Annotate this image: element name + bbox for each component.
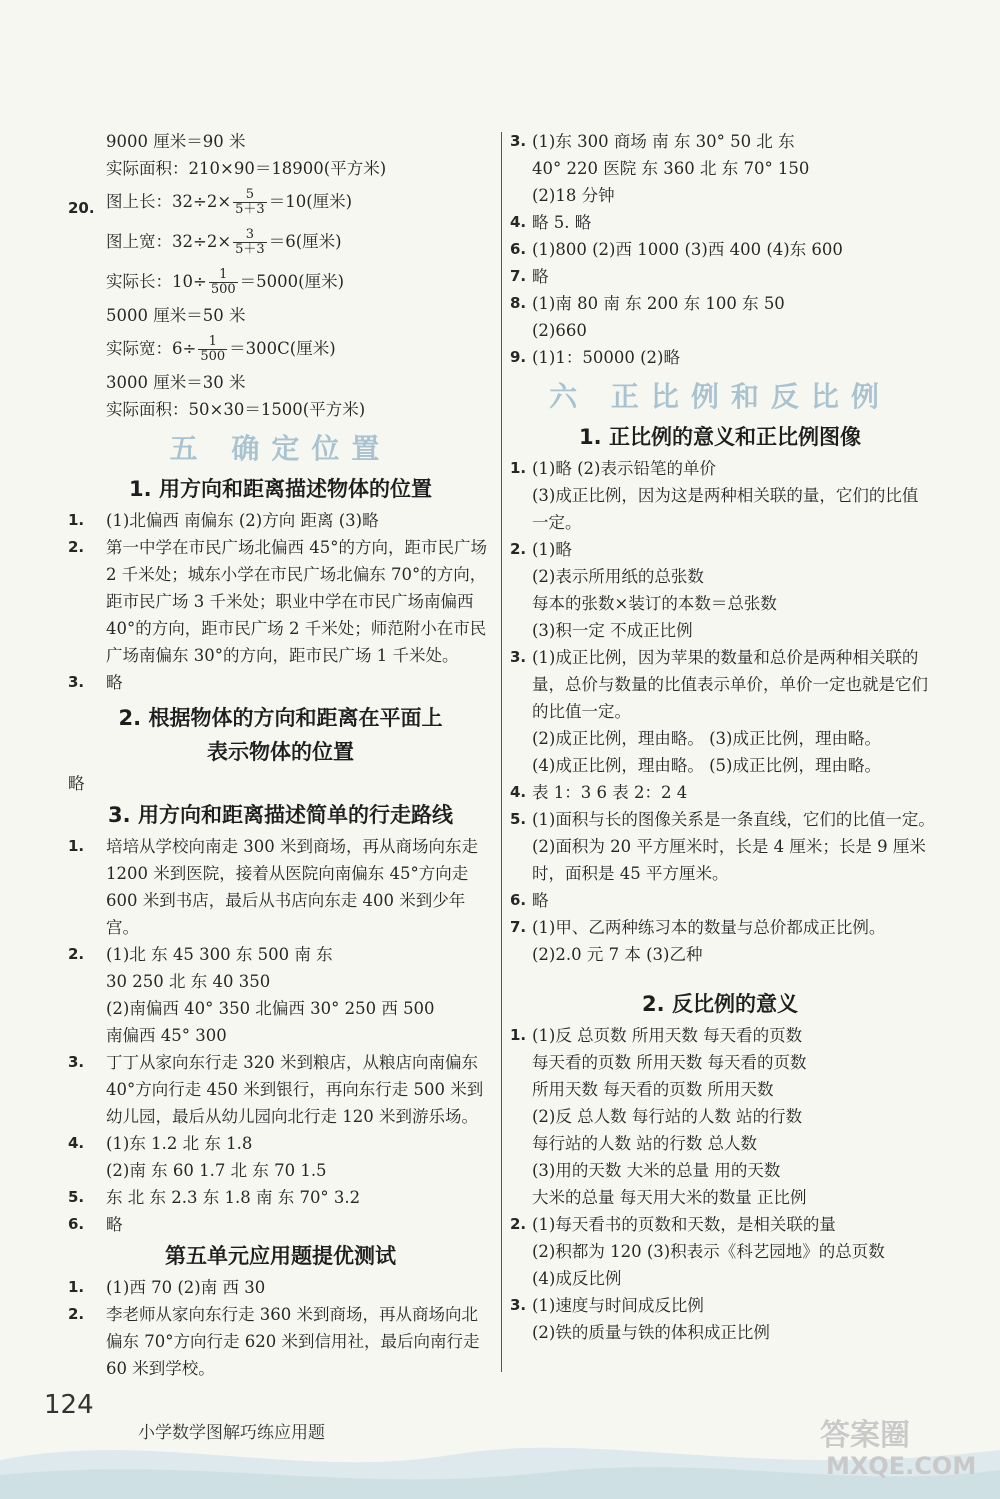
answer-line: (2)面积为 20 平方厘米时，长是 4 厘米；长是 9 厘米时，面积是 45 平方厘米。 (532, 837, 926, 883)
list-item: 1. (1)略 (2)表示铅笔的单价 (510, 459, 716, 478)
answer-line: 30 250 北 东 40 350 (106, 972, 271, 991)
question-20 (68, 182, 493, 222)
section-title: 2. 反比例的意义 (642, 992, 798, 1016)
answer-line: (4)成正比例，理由略。 (5)成正比例，理由略。 (532, 756, 881, 775)
list-item: 6. (1)800 (2)西 1000 (3)西 400 (4)东 600 (510, 240, 843, 259)
section-title: 1. 正比例的意义和正比例图像 (579, 425, 861, 449)
right-column (510, 128, 935, 1346)
chapter-title: 五 确定位置 (169, 432, 392, 465)
answer-line: (2)2.0 元 7 本 (3)乙种 (532, 945, 703, 964)
list-item: 2. 第一中学在市民广场北偏西 45°的方向，距市民广场 2 千米处；城东小学在市民广场北偏东 70°的方向，距市民广场 3 千米处；职业中学在市民广场南偏西 40°的方向，距市民广场 2 千米处；师范附小在市民广场南偏东 30°的方向，距市民广场 1 千米处。 (68, 538, 487, 665)
answer-line: 3000 厘米＝30 米 (106, 373, 246, 392)
watermark-url: MXQE.COM (826, 1452, 977, 1480)
section-title: 1. 用方向和距离描述物体的位置 (129, 477, 432, 501)
section-title-continued: 表示物体的位置 (207, 740, 354, 764)
watermark-logo: 答案圈 (820, 1418, 910, 1453)
answer-line: (2)成正比例，理由略。 (3)成正比例，理由略。 (532, 729, 881, 748)
answer-line: (2)南 东 60 1.7 北 东 70 1.5 (106, 1161, 327, 1180)
list-item: 2. 李老师从家向东行走 360 米到商场，再从商场向北偏东 70°方向行走 620 米到信用社，最后向南行走 60 米到学校。 (68, 1305, 480, 1378)
list-item: 7. 略 (510, 267, 549, 286)
answer-line: (2)南偏西 40° 350 北偏西 30° 250 西 500 (106, 999, 435, 1018)
list-item: 3. 丁丁从家向东行走 320 米到粮店，从粮店向南偏东 40°方向行走 450 米到银行，再向东行走 500 米到幼儿园，最后从幼儿园向北行走 120 米到游乐场。 (68, 1053, 484, 1126)
answer-line: (2)积都为 120 (3)积表示《科艺园地》的总页数 (532, 1242, 885, 1261)
list-item: 9. (1)1：50000 (2)略 (510, 348, 680, 367)
list-item: 2. (1)北 东 45 300 东 500 南 东 (68, 945, 333, 964)
answer-line: 实际面积：50×30＝1500(平方米) (106, 400, 366, 419)
answer-line: (3)成正比例，因为这是两种相关联的量，它们的比值一定。 (532, 486, 919, 532)
chapter-title: 六 正比例和反比例 (549, 380, 891, 413)
answer-line: 40° 220 医院 东 360 北 东 70° 150 (532, 159, 810, 178)
answer-line: (4)成反比例 (532, 1269, 622, 1288)
answer-line: 每本的张数×装订的本数＝总张数 (532, 594, 777, 613)
answer-line: 每行站的人数 站的行数 总人数 (532, 1134, 757, 1153)
list-item: 5. 东 北 东 2.3 东 1.8 南 东 70° 3.2 (68, 1188, 361, 1207)
column-divider (501, 132, 502, 1372)
answer-line: (2)反 总人数 每行站的人数 站的行数 (532, 1107, 803, 1126)
list-item: 8. (1)南 80 南 东 200 东 100 东 50 (510, 294, 785, 313)
list-item: 6. 略 (68, 1215, 123, 1234)
answer-line: (3)用的天数 大米的总量 用的天数 (532, 1161, 781, 1180)
answer-line: 每天看的页数 所用天数 每天看的页数 (532, 1053, 807, 1072)
answer-line: (2)铁的质量与铁的体积成正比例 (532, 1323, 770, 1342)
list-item: 1. (1)西 70 (2)南 西 30 (68, 1278, 266, 1297)
answer-line: 大米的总量 每天用大米的数量 正比例 (532, 1188, 807, 1207)
list-item: 4. (1)东 1.2 北 东 1.8 (68, 1134, 253, 1153)
answer-line: 所用天数 每天看的页数 所用天数 (532, 1080, 774, 1099)
answer-line: 南偏西 45° 300 (106, 1026, 227, 1045)
formula-line: 实际宽：6÷ $\frac{1}{500}$ ＝300C(厘米) (106, 334, 336, 364)
answer-line: 5000 厘米＝50 米 (106, 306, 246, 325)
answer-line: (2)660 (532, 321, 587, 340)
answer-line: 实际面积：210×90＝18900(平方米) (106, 159, 387, 178)
list-item: 3. (1)东 300 商场 南 东 30° 50 北 东 (510, 132, 795, 151)
list-item: 1. (1)北偏西 南偏东 (2)方向 距离 (3)略 (68, 511, 379, 530)
formula-line: 图上宽：32÷2× $\frac{3}{5+3}$ ＝6(厘米) (106, 227, 342, 257)
list-item: 7. (1)甲、乙两种练习本的数量与总价都成正比例。 (510, 918, 886, 937)
list-item: 1. 培培从学校向南走 300 米到商场，再从商场向东走 1200 米到医院，接着从医院向南偏东 45°方向走 600 米到书店，最后从书店向东走 400 米到少年宫。 (68, 837, 478, 937)
left-column (68, 128, 493, 1382)
answer-line: (2)表示所用纸的总张数 (532, 567, 704, 586)
formula-line: 实际长：10÷ $\frac{1}{500}$ ＝5000(厘米) (106, 267, 345, 297)
question-number: 20. (68, 199, 95, 217)
list-item: 2. (1)每天看书的页数和天数，是相关联的量 (510, 1215, 836, 1234)
answer-line: 9000 厘米＝90 米 (106, 132, 246, 151)
answer-line: (3)积一定 不成正比例 (532, 621, 693, 640)
list-item: 2. (1)略 (510, 540, 572, 559)
list-item: 4. 表 1：3 6 表 2：2 4 (510, 783, 688, 802)
section-title: 3. 用方向和距离描述简单的行走路线 (108, 803, 453, 827)
list-item: 3. 略 (68, 673, 123, 692)
list-item: 3. (1)速度与时间成反比例 (510, 1296, 704, 1315)
list-item: 3. (1)成正比例，因为苹果的数量和总价是两种相关联的量，总价与数量的比值表示单价，单价一定也就是它们的比值一定。 (510, 648, 928, 721)
list-item: 4. 略 5. 略 (510, 213, 592, 232)
formula-line: 图上长：32÷2× $\frac{5}{5+3}$ ＝10(厘米) (106, 187, 353, 217)
answer-line: 略 (68, 774, 85, 793)
list-item: 5. (1)面积与长的图像关系是一条直线，它们的比值一定。 (510, 810, 935, 829)
book-title: 小学数学图解巧练应用题 (138, 1423, 325, 1443)
list-item: 1. (1)反 总页数 所用天数 每天看的页数 (510, 1026, 803, 1045)
section-title: 第五单元应用题提优测试 (165, 1244, 396, 1268)
answer-line: (2)18 分钟 (532, 186, 615, 205)
section-title: 2. 根据物体的方向和距离在平面上 (118, 706, 443, 730)
page-number: 124 (44, 1390, 94, 1420)
list-item: 6. 略 (510, 891, 549, 910)
